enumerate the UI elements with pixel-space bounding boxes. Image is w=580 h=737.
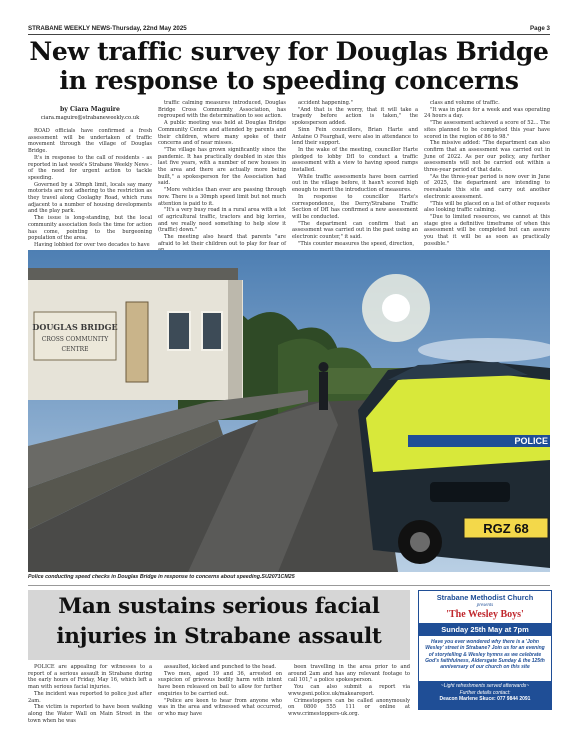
paragraph: "The assessment achieved a score of 52... The sites planned to be completed this year have scored in the region of 86 to 98." xyxy=(424,120,550,140)
sign-text-line-3: CENTRE xyxy=(61,346,89,353)
ad-contact: Deacon Marlene Skuce: 077 9844 2091 xyxy=(439,696,531,702)
ad-organisation: Strabane Methodist Church xyxy=(436,593,534,602)
paragraph: class and volume of traffic. xyxy=(430,100,500,106)
grille xyxy=(430,482,510,502)
paragraph: "It's a very busy road in a rural area with a lot of agricultural traffic, tractors and big lorries, and we really need something to help slow it (traffic) down." xyxy=(158,207,286,234)
article-column-1 xyxy=(28,128,152,249)
paragraph: Governed by a 30mph limit, locals say many motorists are not adhering to the restriction as they travel along Coolaghy Road, which runs adjacent to a number of housing developments and the play park. xyxy=(28,181,152,215)
window xyxy=(202,312,222,350)
paragraph: In response to councillor Harte's correspondence, the Derry/Strabane Traffic Section of DfI has confirmed a new assessment will be conducted. xyxy=(292,193,418,220)
paragraph: "More vehicles than ever are passing through now. There is a 30mph speed limit but not much attention is paid to it. xyxy=(158,187,286,207)
second-headline-line-2: injuries in Strabane assault xyxy=(56,624,382,649)
paragraph: "And that is the worry, that it will take a tragedy before action is taken," the spokesperson added. xyxy=(292,106,418,127)
paragraph: Two men, aged 19 and 36, arrested on suspicion of grievous bodily harm with intent have been released on bail to allow for further enquiries to be carried out. xyxy=(158,670,282,697)
paragraph: A public meeting was held at Douglas Bridge Community Centre and attended by parents and their children, where many spoke of their concerns and of near misses. xyxy=(158,120,286,147)
paper-dateline: STRABANE WEEKLY NEWS-Thursday, 22nd May 2025 xyxy=(28,25,187,32)
sign-text-line-2: CROSS COMMUNITY xyxy=(41,336,109,343)
article-column-3 xyxy=(292,100,418,247)
page-header xyxy=(28,23,550,34)
author-email: ciara.maguire@strabaneweekly.co.uk xyxy=(40,115,140,121)
paragraph: "This will be placed on a list of other requests also looking traffic calming. xyxy=(424,200,550,214)
paragraph: assaulted, kicked and punched to the head. xyxy=(164,664,277,670)
sun-core xyxy=(382,294,410,322)
paragraph: "Police are keen to hear from anyone who was in the area and witnessed what occurred, or who may have xyxy=(158,697,282,717)
section-rule xyxy=(28,585,550,586)
livery-text: POLICE xyxy=(514,436,548,446)
paragraph: In the wake of the meeting, councillor Harte pledged to lobby DfI to conduct a traffic assessment with a view to having speed ramps installed. xyxy=(292,146,418,174)
ad-details: Further details contact: xyxy=(459,689,511,696)
paragraph: You can also submit a report via www.psni.police.uk/makeareport. xyxy=(288,684,410,697)
paragraph: "The village has grown significantly since the pandemic. It has practically doubled in size this last five years, with a number of new houses in the area and there are actually more being built," a spokesperson for the Association had said. xyxy=(158,146,286,187)
paragraph: "This counter measures the speed, direction, xyxy=(298,240,415,247)
byline xyxy=(28,106,152,122)
photo-caption: Police conducting speed checks in Douglas Bridge in response to concerns about speeding.SU2071CM25 xyxy=(28,574,295,580)
ad-show-title: 'The Wesley Boys' xyxy=(446,609,524,620)
paragraph: POLICE are appealing for witnesses to a report of a serious assault in Strabane during the early hours of Friday, May 16, which left a man with serious facial injuries. xyxy=(28,664,152,691)
paragraph: "The department can confirm that an assessment was carried out in the past using an electronic counter," it said. xyxy=(292,220,418,241)
paragraph: Crimestoppers can be called anonymously on 0800 555 111 or online at www.crimestoppers-uk.org. xyxy=(288,697,410,717)
ad-blurb: Have you ever wondered why there is a 'John Wesley' street in Strabane? Join us for an evening of storytelling & Wesley hymns as we celebrate God's faithfulness, Aldersgate Sunday & the 125th anniversary of our church on this site xyxy=(425,639,545,671)
main-headline xyxy=(28,37,550,95)
ad-refreshments: ~Light refreshments served afterwards~ xyxy=(440,683,530,689)
building-corner xyxy=(228,280,242,400)
paragraph: been travelling in the area prior to and around 2am and has any relevant footage to call 101," a police spokesperson. xyxy=(288,664,410,684)
paragraph: Sinn Fein councillors, Brian Harte and Antaine O Fearghail, were also in attendance to lend their support. xyxy=(292,126,418,147)
paragraph: traffic calming measures introduced, Douglas Bridge Cross Community Association, has regrouped with the determination to see action. xyxy=(158,100,286,120)
assault-column-2 xyxy=(158,664,282,718)
paragraph: The meeting also heard that parents "are afraid to let their children out to play for fear of xyxy=(158,234,286,247)
paragraph: The issue is long-standing, but the local community association feels the time for action has come, pointing to the burgeoning population of the area. xyxy=(28,215,152,242)
author-name: by Ciara Maguire xyxy=(59,106,120,113)
paragraph: While traffic assessments have been carried out in the village before, it hasn't scored high enough to merit the introduction of measures. xyxy=(292,173,418,194)
paragraph: accident happening." xyxy=(298,100,353,106)
main-headline-line-2: in response to speeding concerns xyxy=(59,66,519,95)
header-rule xyxy=(28,34,550,35)
paragraph: The missive added: "The department can also confirm that an assessment was carried out in June of 2022. As per our policy, any further assessments will not be carried out within a three-year period of that date. xyxy=(424,140,550,174)
police-car-yellow xyxy=(366,372,550,472)
article-photo xyxy=(28,250,550,572)
paragraph: It's in response to the call of residents - as reported in last week's Strabane Weekly News - of the need for urgent action to tackle speeding. xyxy=(28,154,152,181)
article-column-2 xyxy=(158,100,286,254)
paragraph: Having lobbied for over two decades to have xyxy=(34,241,150,248)
plate-text: RGZ 68 xyxy=(483,521,529,536)
photo-illustration xyxy=(28,250,550,572)
page-number: Page 3 xyxy=(530,25,550,32)
sign-text-line-1: DOUGLAS BRIDGE xyxy=(32,322,118,332)
article-column-4 xyxy=(424,100,550,247)
paragraph: The incident was reported to police just after 2am. xyxy=(28,690,152,704)
door xyxy=(126,302,148,382)
paragraph: "It was in place for a week and was operating 24 hours a day. xyxy=(424,106,550,120)
assault-column-3 xyxy=(288,664,410,718)
ad-date-banner: Sunday 25th May at 7pm xyxy=(419,623,551,636)
ad-footer xyxy=(419,681,551,709)
assault-column-1 xyxy=(28,664,152,724)
paragraph: The victim is reported to have been walking along the Water Wall on Main Street in the town when he was xyxy=(28,704,152,724)
window xyxy=(168,312,190,350)
hubcap xyxy=(410,532,430,552)
paragraph: "Due to limited resources, we cannot at this stage give a definitive timeframe of when this assessment will be completed but can assure you that it will be as soon as practically possible." xyxy=(424,213,550,247)
paragraph: "As the three-year period is now over in June of 2025, the department are intending to reevaluate this site and carry out another electronic assessment. xyxy=(424,173,550,200)
paragraph: ROAD officials have confirmed a fresh assessment will be undertaken of traffic movement through the village of Douglas Bridge. xyxy=(28,128,152,155)
ad-presents: presents xyxy=(476,603,494,608)
officer-head xyxy=(319,362,329,372)
second-headline-line-1: Man sustains serious facial xyxy=(58,594,380,619)
officer xyxy=(319,372,328,410)
main-headline-line-1: New traffic survey for Douglas Bridge xyxy=(29,37,549,66)
second-headline xyxy=(28,592,410,652)
church-advert xyxy=(418,590,552,710)
